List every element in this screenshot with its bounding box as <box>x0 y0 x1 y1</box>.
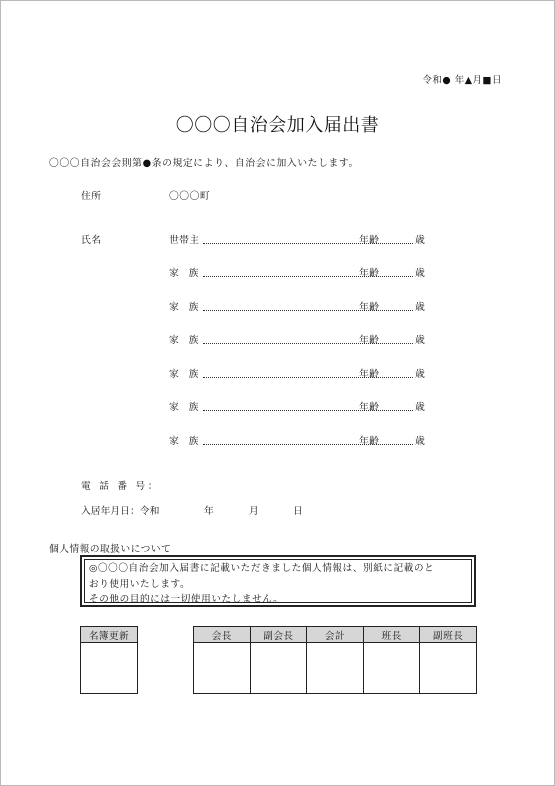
age-field[interactable] <box>380 410 413 411</box>
movein-day-label: 日 <box>293 506 303 517</box>
stamp-cell-chairman[interactable] <box>194 643 251 694</box>
name-label: 氏名 <box>81 235 102 246</box>
age-label: 年齢 <box>359 402 380 413</box>
age-label: 年齢 <box>359 436 380 447</box>
row-label: 家 族 <box>169 335 199 346</box>
age-field[interactable] <box>380 377 413 378</box>
document-title: 〇〇〇自治会加入届出書 <box>175 115 380 136</box>
name-row-family <box>169 433 429 447</box>
name-row-family <box>169 332 429 346</box>
movein-year-label: 年 <box>204 506 214 517</box>
movein-month-label: 月 <box>249 506 259 517</box>
age-unit: 歳 <box>415 369 425 380</box>
roster-update-stamp-cell[interactable] <box>81 643 138 694</box>
phone-label: 電 話 番 号： <box>81 481 161 492</box>
name-row-householder <box>169 232 429 246</box>
row-label: 世帯主 <box>169 235 200 246</box>
age-label: 年齢 <box>359 335 380 346</box>
stamp-cell-vice-group-leader[interactable] <box>420 643 477 694</box>
intro-text: 〇〇〇自治会会則第●条の規定により、自治会に加入いたします。 <box>49 158 359 169</box>
approval-header-vice-chairman: 副会長 <box>250 627 307 643</box>
row-label: 家 族 <box>169 369 199 380</box>
name-row-family <box>169 399 429 413</box>
address-label: 住所 <box>81 191 102 202</box>
movein-label: 入居年月日：令和 <box>81 506 160 517</box>
row-label: 家 族 <box>169 402 199 413</box>
name-row-family <box>169 366 429 380</box>
age-label: 年齢 <box>359 369 380 380</box>
age-unit: 歳 <box>415 335 425 346</box>
row-label: 家 族 <box>169 436 199 447</box>
privacy-line: おり使用いたします。 <box>89 578 191 590</box>
privacy-heading: 個人情報の取扱いについて <box>49 544 172 555</box>
age-unit: 歳 <box>415 402 425 413</box>
stamp-cell-vice-chairman[interactable] <box>250 643 307 694</box>
address-value: 〇〇〇町 <box>169 191 211 202</box>
age-unit: 歳 <box>415 436 425 447</box>
age-field[interactable] <box>380 310 413 311</box>
stamp-cell-group-leader[interactable] <box>363 643 420 694</box>
approval-header-chairman: 会長 <box>194 627 251 643</box>
roster-update-header: 名簿更新 <box>81 627 138 643</box>
age-unit: 歳 <box>415 235 425 246</box>
submission-date: 令和● 年▲月■日 <box>422 75 502 86</box>
age-label: 年齢 <box>359 268 380 279</box>
approval-header-vice-group-leader: 副班長 <box>420 627 477 643</box>
age-label: 年齢 <box>359 302 380 313</box>
row-label: 家 族 <box>169 302 199 313</box>
stamp-cell-treasurer[interactable] <box>307 643 364 694</box>
age-label: 年齢 <box>359 235 380 246</box>
name-row-family <box>169 265 429 279</box>
privacy-line: ◎〇〇〇自治会加入届書に記載いただきました個人情報は、別紙に記載のと <box>89 563 435 574</box>
age-field[interactable] <box>380 243 413 244</box>
age-unit: 歳 <box>415 268 425 279</box>
age-field[interactable] <box>380 343 413 344</box>
row-label: 家 族 <box>169 268 199 279</box>
privacy-line: その他の目的には一切使用いたしません。 <box>89 594 284 605</box>
age-field[interactable] <box>380 276 413 277</box>
approval-header-group-leader: 班長 <box>363 627 420 643</box>
privacy-notice-box <box>80 555 476 607</box>
age-field[interactable] <box>380 444 413 445</box>
privacy-notice <box>84 559 472 603</box>
age-unit: 歳 <box>415 302 425 313</box>
name-row-family <box>169 299 429 313</box>
roster-update-table <box>80 626 138 694</box>
approval-header-treasurer: 会計 <box>307 627 364 643</box>
approval-stamp-table <box>193 626 477 694</box>
